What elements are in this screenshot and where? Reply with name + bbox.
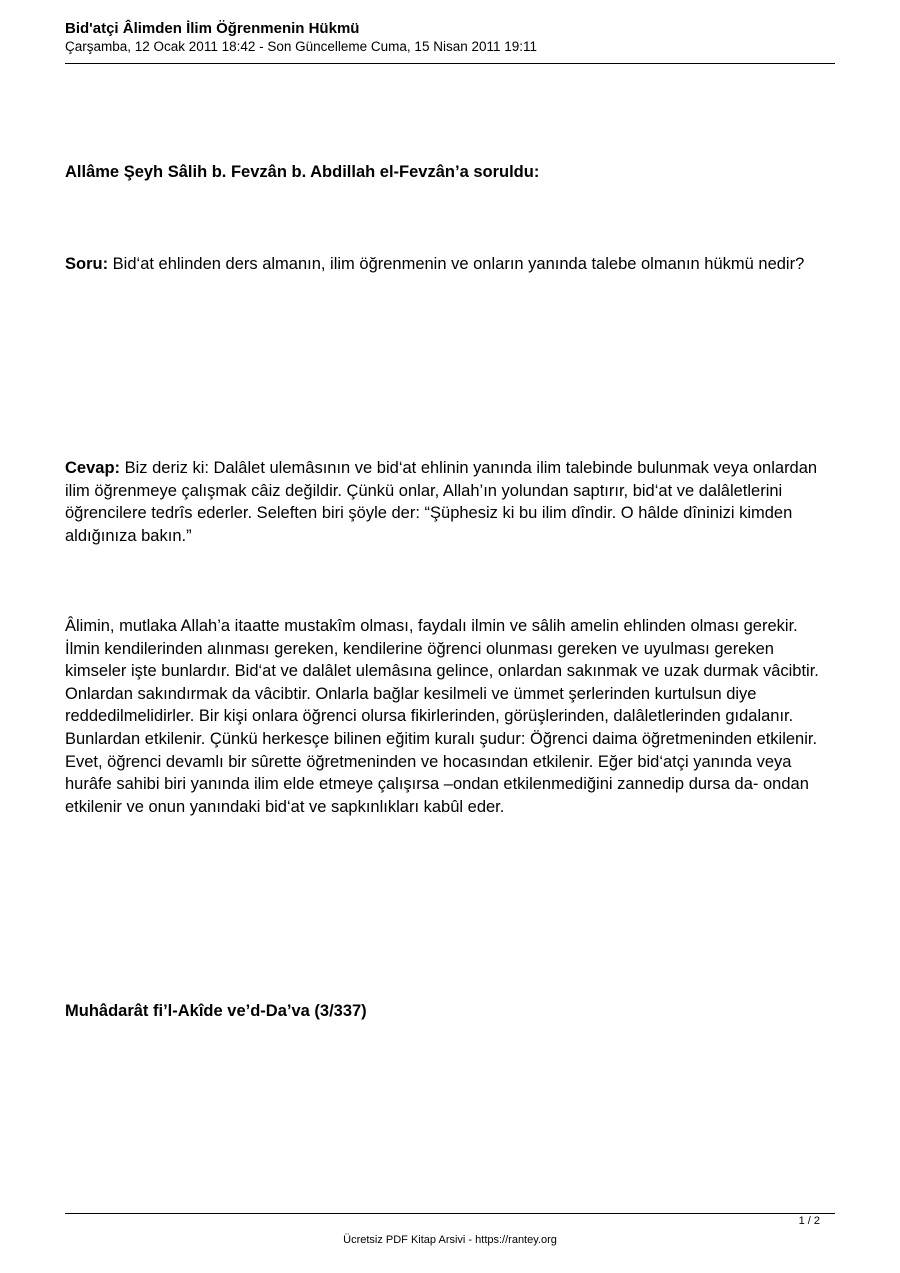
source-citation: Muhâdarât fi’l-Akîde ve’d-Da’va (3/337): [65, 1002, 367, 1020]
intro-line: Allâme Şeyh Sâlih b. Fevzân b. Abdillah el-Fevzân’a soruldu:: [65, 163, 540, 181]
body-paragraph: Âlimin, mutlaka Allah’a itaatte mustakîm olması, faydalı ilmin ve sâlih amelin ehlinden olması gerekir. İlmin kendilerinden alınması gereken, kendilerine öğrenci olunması gereken ve uyulması gereken kimseler işte bunlardır. Bid‘at ve dalâlet ulemâsına gelince, onlardan sakınmak ve uzak durmak vâcibtir. Onlardan sakındırmak da vâcibtir. Onlarla bağlar kesilmeli ve ümmet şerlerinden kurtulsun diye reddedilmelidirler. Bir kişi onlara öğrenci olursa fikirlerinden, görüşlerinden, dalâletlerinden gıdalanır. Bunlardan etkilenir. Çünkü herkesçe bilinen eğitim kuralı şudur: Öğrenci daima öğretmeninden etkilenir. Evet, öğrenci devamlı bir sûrette öğretmeninden ve hocasından etkilenir. Eğer bid‘atçi yanında veya hurâfe sahibi biri yanında ilim elde etmeye çalışırsa –ondan etkilenmediğini zannedip dursa da- ondan etkilenir ve onun yanındaki bid‘at ve sapkınlıkları kabûl eder.: [65, 617, 819, 816]
footer-divider: [65, 1213, 835, 1214]
header-divider: [65, 63, 835, 64]
answer-label: Cevap:: [65, 459, 121, 477]
page-number: 1 / 2: [798, 1215, 820, 1227]
document-date-meta: Çarşamba, 12 Ocak 2011 18:42 - Son Güncelleme Cuma, 15 Nisan 2011 19:11: [65, 39, 538, 54]
page-header: [65, 20, 835, 56]
question-paragraph: [65, 253, 825, 276]
question-label: Soru:: [65, 255, 109, 273]
document-title: Bid'atçi Âlimden İlim Öğrenmenin Hükmü: [65, 20, 360, 37]
answer-text: Biz deriz ki: Dalâlet ulemâsının ve bid‘at ehlinin yanında ilim talebinde bulunmak veya onlardan ilim öğrenmeye çalışmak câiz değildir. Çünkü onlar, Allah’ın yolundan saptırır, bid‘at ve dalâletlerini öğrencilere tedrîs ederler. Seleften biri şöyle der: “Şüphesiz ki bu ilim dîndir. O hâlde dîninizi kimden aldığınıza bakın.”: [65, 459, 818, 545]
footer-link-text: Ücretsiz PDF Kitap Arsivi - https://rantey.org: [343, 1234, 557, 1246]
question-text: Bid‘at ehlinden ders almanın, ilim öğrenmenin ve onların yanında talebe olmanın hükmü nedir?: [108, 255, 805, 273]
answer-paragraph: [65, 457, 825, 547]
